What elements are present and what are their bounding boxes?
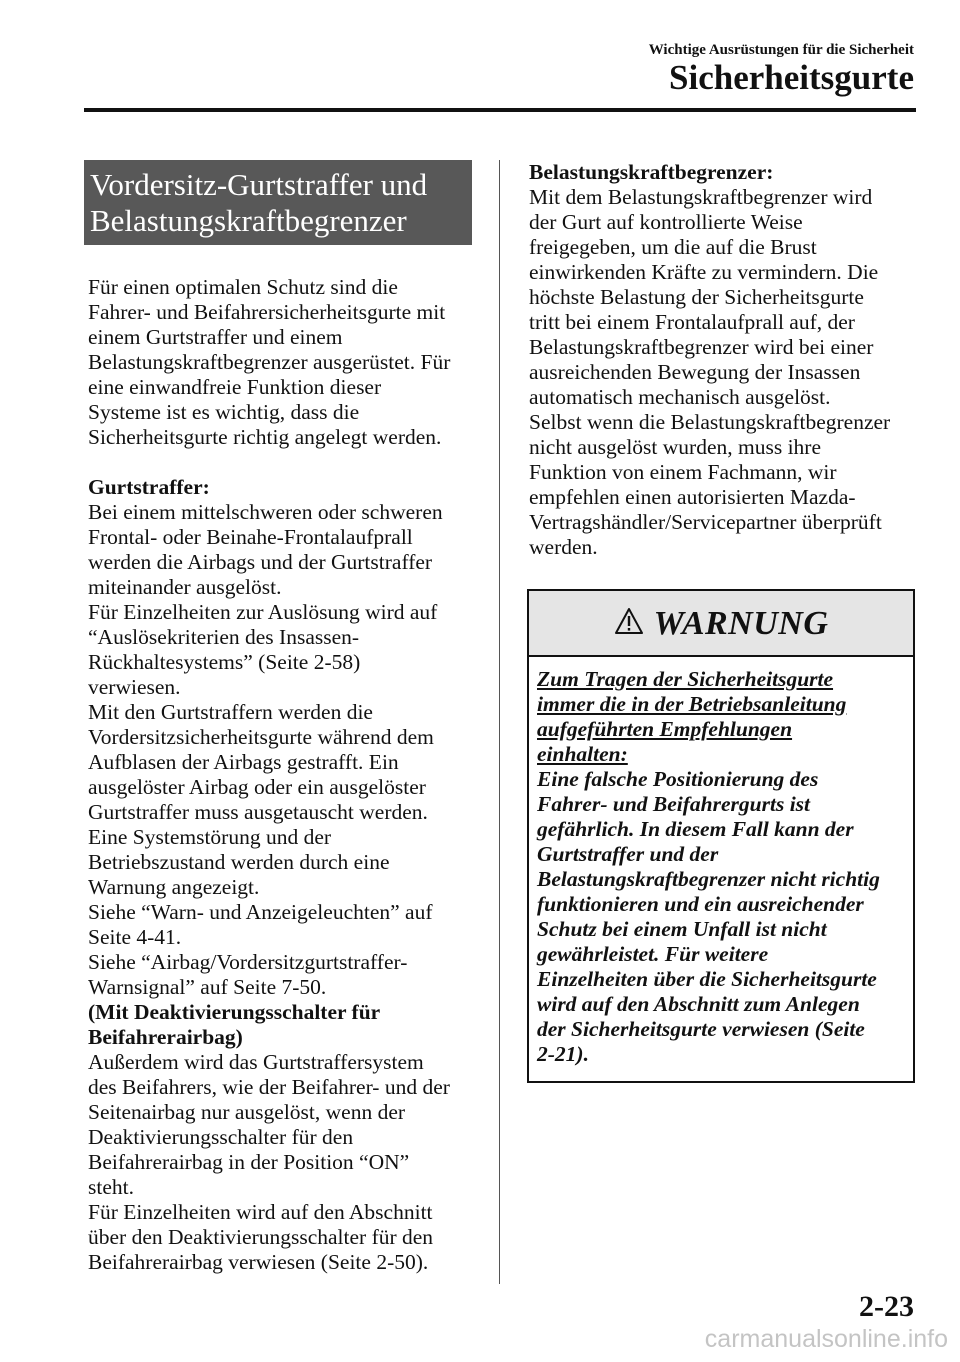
text-line: Bei einem mittelschweren oder schweren — [88, 500, 443, 524]
section-heading — [84, 160, 472, 245]
text-line: Gurtstraffer muss ausgetauscht werden. — [88, 800, 428, 824]
deactivation-heading-line: (Mit Deaktivierungsschalter für — [88, 1000, 381, 1024]
text-line: Belastungskraftbegrenzer wird bei einer — [529, 335, 874, 359]
chapter-subtitle: Wichtige Ausrüstungen für die Sicherheit — [648, 42, 914, 58]
text-line: empfehlen einen autorisierten Mazda- — [529, 485, 856, 509]
text-line: der Sicherheitsgurte verwiesen (Seite — [537, 1017, 865, 1041]
text-line: Selbst wenn die Belastungskraftbegrenzer — [529, 410, 891, 434]
text-line: nicht ausgelöst wurden, muss ihre — [529, 435, 821, 459]
text-line: Einzelheiten über die Sicherheitsgurte — [537, 967, 877, 991]
text-line: Für Einzelheiten wird auf den Abschnitt — [88, 1200, 433, 1224]
text-line: miteinander ausgelöst. — [88, 575, 282, 599]
text-line: eine einwandfreie Funktion dieser — [88, 375, 382, 399]
text-line: über den Deaktivierungsschalter für den — [88, 1225, 434, 1249]
header-rule — [84, 108, 916, 112]
text-line: werden. — [529, 535, 598, 559]
warning-header — [529, 591, 913, 657]
warning-title: WARNUNG — [653, 604, 829, 642]
text-line: Für einen optimalen Schutz sind die — [88, 275, 398, 299]
right-column — [529, 160, 917, 1083]
text-line: einem Gurtstraffer und einem — [88, 325, 343, 349]
text-line: Eine Systemstörung und der — [88, 825, 332, 849]
page-number: 2-23 — [859, 1290, 914, 1323]
limiter-heading: Belastungskraftbegrenzer: — [529, 160, 774, 184]
text-line: gewährleistet. Für weitere — [537, 942, 769, 966]
text-line: ausgelöster Airbag oder ein ausgelöster — [88, 775, 426, 799]
limiter-paragraph — [529, 185, 917, 560]
text-line: des Beifahrers, wie der Beifahrer- und der — [88, 1075, 450, 1099]
text-line: Sicherheitsgurte richtig angelegt werden. — [88, 425, 442, 449]
section-heading-line: Belastungskraftbegrenzer — [90, 203, 407, 238]
text-line: Mit den Gurtstraffern werden die — [88, 700, 373, 724]
text-line: Schutz bei einem Unfall ist nicht — [537, 917, 827, 941]
text-line: Belastungskraftbegrenzer nicht richtig — [537, 867, 880, 891]
text-line: Belastungskraftbegrenzer ausgerüstet. Für — [88, 350, 451, 374]
text-line: Beifahrerairbag verwiesen (Seite 2-50). — [88, 1250, 429, 1274]
warning-box — [527, 589, 915, 1083]
text-line: Vertragshändler/Servicepartner überprüft — [529, 510, 882, 534]
warning-underlined-text — [537, 667, 905, 767]
column-divider — [499, 160, 500, 1284]
text-line: Beifahrerairbag in der Position “ON” — [88, 1150, 410, 1174]
warning-text — [537, 767, 905, 1067]
text-line: Mit dem Belastungskraftbegrenzer wird — [529, 185, 873, 209]
gurtstraffer-paragraph — [88, 500, 470, 1000]
text-line: Gurtstraffer und der — [537, 842, 719, 866]
chapter-title: Sicherheitsgurte — [669, 58, 914, 97]
text-line: Seite 4-41. — [88, 925, 182, 949]
text-line: Fahrer- und Beifahrergurts ist — [537, 792, 811, 816]
warning-body — [529, 657, 913, 1081]
text-line: Frontal- oder Beinahe-Frontalaufprall — [88, 525, 413, 549]
text-line: wird auf den Abschnitt zum Anlegen — [537, 992, 860, 1016]
text-line: Außerdem wird das Gurtstraffersystem — [88, 1050, 424, 1074]
text-line: Zum Tragen der Sicherheitsgurte — [537, 667, 834, 691]
text-line: Seitenairbag nur ausgelöst, wenn der — [88, 1100, 406, 1124]
left-column — [88, 160, 470, 1275]
text-line: verwiesen. — [88, 675, 181, 699]
text-line: Deaktivierungsschalter für den — [88, 1125, 354, 1149]
text-line: werden die Airbags und der Gurtstraffer — [88, 550, 433, 574]
text-line: Funktion von einem Fachmann, wir — [529, 460, 837, 484]
text-line: Warnung angezeigt. — [88, 875, 260, 899]
text-line: Rückhaltesystems” (Seite 2-58) — [88, 650, 361, 674]
text-line: Siehe “Warn- und Anzeigeleuchten” auf — [88, 900, 433, 924]
text-line: “Auslösekriterien des Insassen- — [88, 625, 360, 649]
text-line: funktionieren und ein ausreichender — [537, 892, 864, 916]
text-line: immer die in der Betriebsanleitung — [537, 692, 847, 716]
text-line: einhalten: — [537, 742, 628, 766]
text-line: höchste Belastung der Sicherheitsgurte — [529, 285, 864, 309]
text-line: steht. — [88, 1175, 134, 1199]
text-line: aufgeführten Empfehlungen — [537, 717, 793, 741]
text-line: Fahrer- und Beifahrersicherheitsgurte mit — [88, 300, 446, 324]
text-line: Betriebszustand werden durch eine — [88, 850, 390, 874]
text-line: einwirkenden Kräfte zu vermindern. Die — [529, 260, 879, 284]
intro-paragraph — [88, 275, 470, 450]
section-heading-line: Vordersitz-Gurtstraffer und — [90, 167, 428, 202]
text-line: Siehe “Airbag/Vordersitzgurtstraffer- — [88, 950, 408, 974]
deactivation-paragraph — [88, 1050, 470, 1275]
text-line: der Gurt auf kontrollierte Weise — [529, 210, 803, 234]
text-line: Warnsignal” auf Seite 7-50. — [88, 975, 327, 999]
text-line: gefährlich. In diesem Fall kann der — [537, 817, 854, 841]
gurtstraffer-heading: Gurtstraffer: — [88, 475, 210, 499]
watermark: carmanualsonline.info — [704, 1325, 948, 1353]
text-line: Systeme ist es wichtig, dass die — [88, 400, 360, 424]
text-line: 2-21). — [537, 1042, 589, 1066]
warning-triangle-icon — [614, 607, 644, 641]
text-line: ausreichenden Bewegung der Insassen — [529, 360, 861, 384]
deactivation-heading-line: Beifahrerairbag) — [88, 1025, 243, 1049]
text-line: Vordersitzsicherheitsgurte während dem — [88, 725, 434, 749]
text-line: freigegeben, um die auf die Brust — [529, 235, 817, 259]
text-line: Aufblasen der Airbags gestrafft. Ein — [88, 750, 399, 774]
text-line: automatisch mechanisch ausgelöst. — [529, 385, 831, 409]
text-line: Eine falsche Positionierung des — [537, 767, 819, 791]
text-line: Für Einzelheiten zur Auslösung wird auf — [88, 600, 438, 624]
text-line: tritt bei einem Frontalaufprall auf, der — [529, 310, 855, 334]
